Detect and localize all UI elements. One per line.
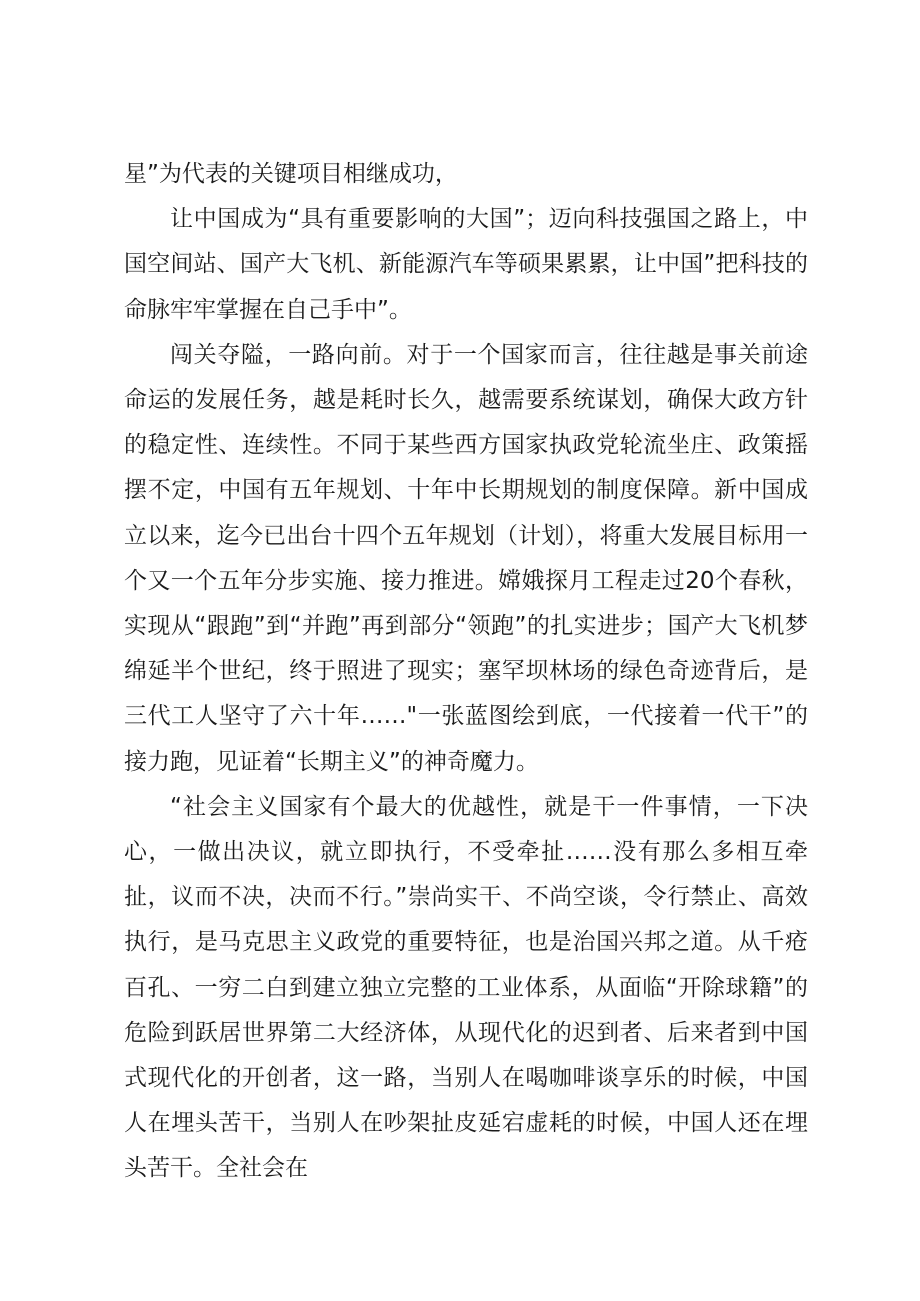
paragraph-major-power: 让中国成为“具有重要影响的大国”；迈向科技强国之路上，中国空间站、国产大飞机、新能源汽车等硕果累累，让中国”把科技的命脉牢牢掌握在自己手中”。	[124, 206, 808, 323]
article-body	[124, 152, 808, 1192]
paragraph-socialist-advantage: “社会主义国家有个最大的优越性，就是干一件事情，一下决心，一做出决议，就立即执行，不受牵扯……没有那么多相互牵扯，议而不决，决而不行。”崇尚实干、不尚空谈，令行禁止、高效执行，是马克思主义政党的重要特征，也是治国兴邦之道。从千疮百孔、一穷二白到建立独立完整的工业体系，从面临“开除球籍”的危险到跃居世界第二大经济体，从现代化的迟到者、后来者到中国式现代化的开创者，这一路，当别人在喝咖啡谈享乐的时候，中国人在埋头苦干，当别人在吵架扯皮延宕虚耗的时候，中国人还在埋头苦干。全社会在	[124, 793, 808, 1182]
paragraph-five-year-plans: 闯关夺隘，一路向前。对于一个国家而言，往往越是事关前途命运的发展任务，越是耗时长久，越需要系统谋划，确保大政方针的稳定性、连续性。不同于某些西方国家执政党轮流坐庄、政策摇摆不定，中国有五年规划、十年中长期规划的制度保障。新中国成立以来，迄今已出台十四个五年规划（计划），将重大发展目标用一个又一个五年分步实施、接力推进。嫦娥探月工程走过20个春秋，实现从“跟跑”到“并跑”再到部分“领跑”的扎实进步；国产大飞机梦绵延半个世纪，终于照进了现实；塞罕坝林场的绿色奇迹背后，是三代工人坚守了六十年……"一张蓝图绘到底，一代接着一代干”的接力跑，见证着“长期主义”的神奇魔力。	[124, 341, 808, 775]
paragraph-continuation: 星”为代表的关键项目相继成功，	[124, 161, 458, 187]
